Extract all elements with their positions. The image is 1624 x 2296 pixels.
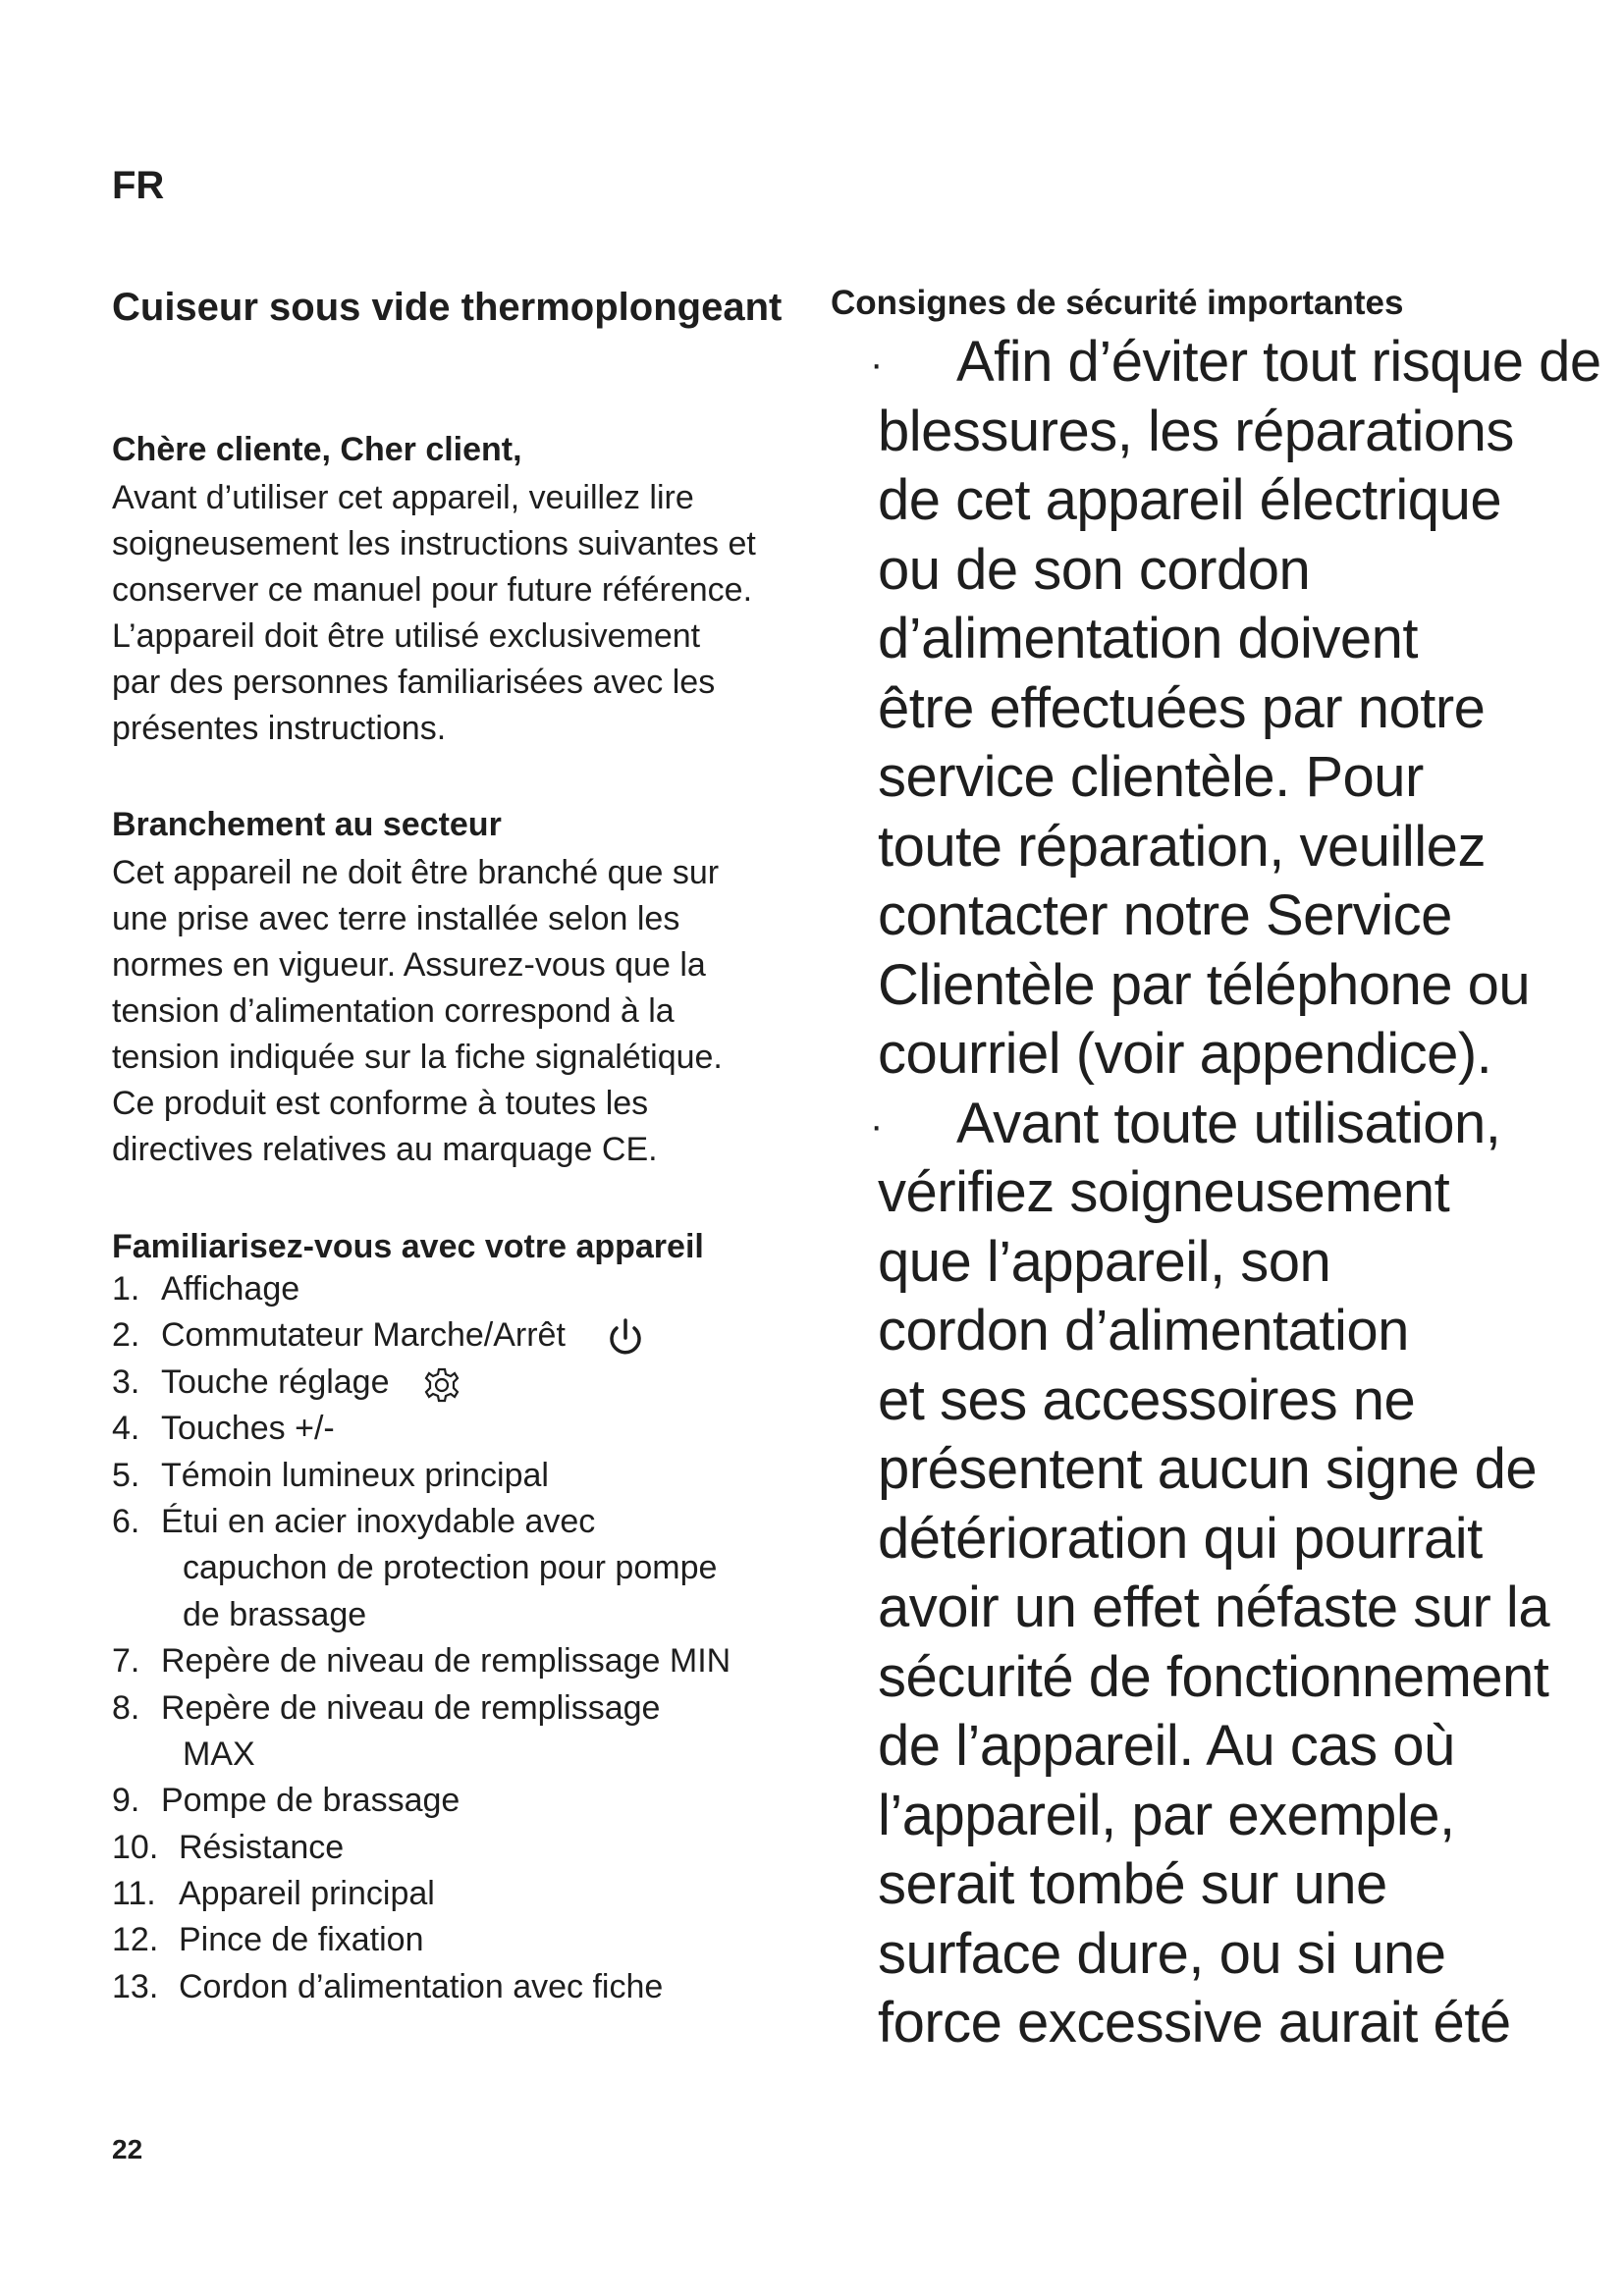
list-item-continuation: capuchon de protection pour pompe [183, 1549, 718, 1587]
list-item: 1. Affichage [112, 1270, 300, 1308]
greeting-line: par des personnes familiarisées avec les [112, 664, 716, 701]
greeting-line: Avant d’utiliser cet appareil, veuillez lire [112, 479, 694, 516]
power-heading: Branchement au secteur [112, 806, 502, 843]
power-line: une prise avec terre installée selon les [112, 900, 680, 937]
safety-line: ou de son cordon [878, 537, 1311, 602]
power-line: tension d’alimentation correspond à la [112, 992, 675, 1030]
list-item: 12. Pince de fixation [112, 1921, 424, 1959]
safety-heading: Consignes de sécurité importantes [831, 284, 1404, 322]
safety-line: et ses accessoires ne [878, 1367, 1416, 1432]
safety-line: cordon d’alimentation [878, 1299, 1409, 1362]
safety-line: force excessive aurait été [878, 1991, 1511, 2055]
list-item: 11. Appareil principal [112, 1875, 435, 1913]
power-paragraph [112, 850, 723, 1173]
safety-line: surface dure, ou si une [878, 1921, 1446, 1986]
list-item: 6. Étui en acier inoxydable avec [112, 1502, 596, 1540]
page-number: 22 [112, 2134, 143, 2164]
power-line: normes en vigueur. Assurez-vous que la [112, 946, 706, 984]
list-item: 4. Touches +/- [112, 1410, 335, 1448]
list-item: 2. Commutateur Marche/Arrêt [112, 1312, 731, 1359]
bullet: · [870, 1103, 883, 1148]
list-item-continuation: de brassage [183, 1595, 367, 1633]
safety-line: que l’appareil, son [878, 1229, 1331, 1294]
safety-line: avoir un effet néfaste sur la [878, 1575, 1550, 1639]
safety-line: être effectuées par notre [878, 675, 1486, 740]
safety-line: sécurité de fonctionnement [878, 1644, 1549, 1709]
language-code: FR [112, 164, 165, 207]
safety-line: courriel (voir appendice). [878, 1022, 1492, 1086]
list-item: 13. Cordon d’alimentation avec fiche [112, 1967, 664, 2005]
list-item: 10. Résistance [112, 1828, 345, 1866]
list-item: 8. Repère de niveau de remplissage [112, 1688, 661, 1727]
safety-line: détérioration qui pourrait [878, 1506, 1483, 1571]
parts-list [112, 1266, 731, 2010]
gear-icon [422, 1365, 461, 1405]
safety-line: vérifiez soigneusement [878, 1160, 1450, 1224]
familiarize-heading: Familiarisez-vous avec votre appareil [112, 1228, 704, 1265]
greeting-heading: Chère cliente, Cher client, [112, 431, 522, 468]
list-item: 3. Touche réglage [112, 1360, 731, 1406]
safety-line: serait tombé sur une [878, 1852, 1387, 1916]
greeting-line: L’appareil doit être utilisé exclusivement [112, 617, 701, 655]
greeting-paragraph [112, 475, 756, 752]
safety-line: toute réparation, veuillez [878, 814, 1486, 879]
safety-line: de cet appareil électrique [878, 468, 1502, 532]
power-icon [603, 1316, 648, 1360]
safety-line: d’alimentation doivent [878, 607, 1419, 670]
safety-text [831, 328, 1601, 2058]
safety-line: contacter notre Service [878, 883, 1452, 947]
safety-line: blessures, les réparations [878, 399, 1514, 463]
list-item: 7. Repère de niveau de remplissage MIN [112, 1642, 731, 1681]
safety-line: · Avant toute utilisation, [831, 1090, 1601, 1159]
power-line: tension indiquée sur la fiche signalétique. [112, 1039, 723, 1076]
power-line: Ce produit est conforme à toutes les [112, 1085, 649, 1122]
greeting-line: soigneusement les instructions suivantes et [112, 525, 756, 562]
list-item-continuation: MAX [183, 1735, 255, 1773]
safety-line: l’appareil, par exemple, [878, 1783, 1455, 1847]
greeting-line: conserver ce manuel pour future référence. [112, 571, 753, 609]
safety-line: service clientèle. Pour [878, 745, 1424, 809]
power-line: directives relatives au marquage CE. [112, 1131, 658, 1168]
greeting-line: présentes instructions. [112, 710, 447, 747]
page-title: Cuiseur sous vide thermoplongeant [112, 286, 783, 329]
safety-line: présentent aucun signe de [878, 1437, 1538, 1501]
list-item: 5. Témoin lumineux principal [112, 1456, 549, 1494]
list-item: 9. Pompe de brassage [112, 1782, 460, 1820]
safety-line: Clientèle par téléphone ou [878, 952, 1531, 1017]
bullet: · [870, 343, 883, 386]
safety-line: de l’appareil. Au cas où [878, 1714, 1455, 1778]
power-line: Cet appareil ne doit être branché que sur [112, 854, 720, 891]
safety-line: · Afin d’éviter tout risque de [831, 328, 1601, 398]
